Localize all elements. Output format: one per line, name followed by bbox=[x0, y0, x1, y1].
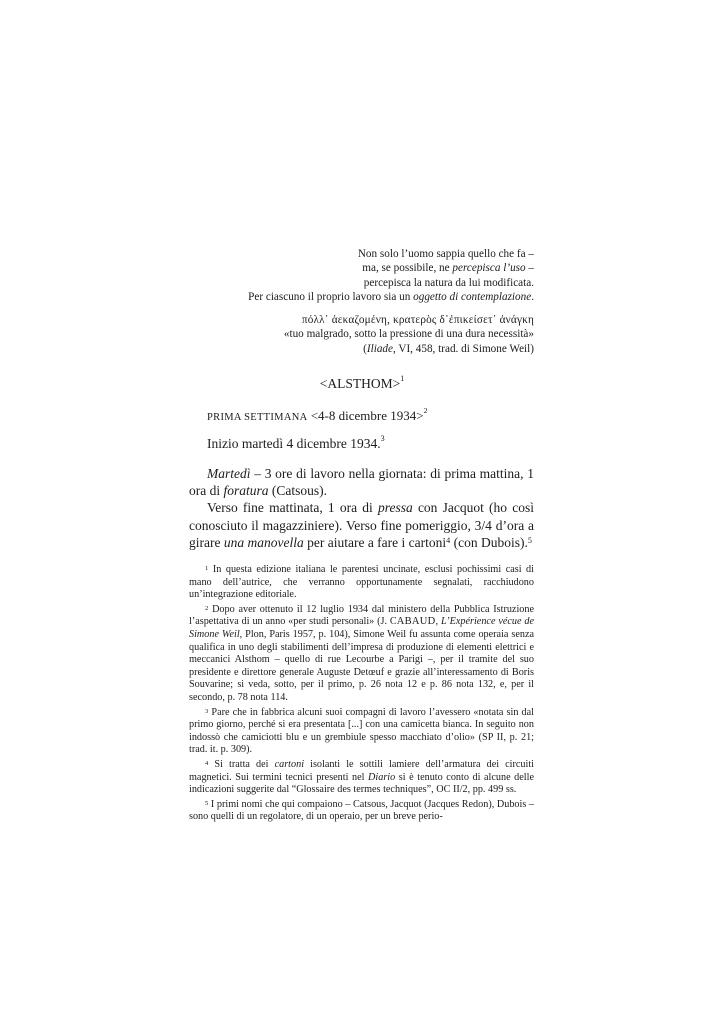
epigraph-line-3: percepisca la natura da lui modificata. bbox=[363, 276, 534, 289]
epigraph-translation: «tuo malgrado, sotto la pressione di una dura necessità» bbox=[283, 328, 534, 341]
epigraph-line-2: ma, se possibile, ne percepisca l’uso – bbox=[362, 262, 534, 275]
footnote-ref-1: 1 bbox=[400, 374, 405, 383]
footnote-ref-3: 3 bbox=[380, 434, 385, 443]
footnote-1: $^1$ In questa edizione italiana le parentesi uncinate, esclusi pochissimi casi di mano dell’autrice, che verranno opportunamente segnalati, racchiudono un’integrazione editoriale. bbox=[189, 564, 534, 601]
epigraph-line-4: Per ciascuno il proprio lavoro sia un oggetto di contemplazione. bbox=[248, 290, 534, 303]
start-date-line: Inizio martedì 4 dicembre 1934.$^3$ bbox=[207, 434, 385, 451]
epigraph-greek: πόλλ᾽ ἀεκαζομένη, κρατερὸς δ᾽ἐπικείσετ᾽ ἀνάγκη bbox=[301, 314, 534, 327]
diary-paragraph-2: Verso fine mattinata, 1 ora di pressa con Jacquot (ho così conosciuto il magazziniere). Verso fine pomeriggio, 3/4 d’ora a girare una manovella per aiutare a fare i cartoni$^4$ (con Dubois).$^5$ bbox=[189, 500, 534, 550]
epigraph bbox=[190, 247, 534, 356]
diary-body bbox=[189, 465, 534, 551]
week-heading: PRIMA SETTIMANA <4-8 dicembre 1934>$^2$ bbox=[207, 406, 428, 423]
chapter-title: <ALSTHOM>$^1$ bbox=[319, 374, 405, 391]
epigraph-citation: (Iliade, VI, 458, trad. di Simone Weil) bbox=[363, 342, 534, 355]
footnote-3: $^3$ Pare che in fabbrica alcuni suoi compagni di lavoro l’avessero «notata sin dal primo giorno, perché si era presentata [...] con una camicetta bianca. In seguito non indossò che camiciotti blu e un grembiule spesso macchiato d’olio» (SP II, p. 21; trad. it. p. 309). bbox=[189, 706, 534, 756]
footnote-4: $^4$ Si tratta dei cartoni isolanti le sottili lamiere dell’armatura dei circuiti magnetici. Sui termini tecnici presenti nel Diario si è tenuto conto di alcune delle indicazioni suggerite dal “Glossaire des termes techniques”, OC II/2, pp. 499 ss. bbox=[189, 758, 535, 796]
footnote-5: $^5$ I primi nomi che qui compaiono – Catsous, Jacquot (Jacques Redon), Dubois – sono quelli di un regolatore, di un operaio, per un breve perio- bbox=[189, 798, 534, 823]
footnote-ref-2: 2 bbox=[423, 406, 428, 415]
diary-paragraph-1: Martedì – 3 ore di lavoro nella giornata: di prima mattina, 1 ora di foratura (Catsous). bbox=[189, 466, 534, 499]
footnote-2: $^2$ Dopo aver ottenuto il 12 luglio 1934 dal ministero della Pubblica Istruzione l’aspettativa di un anno «per studi personali» (J. CABAUD, L’Expérience vécue de Simone Weil, Plon, Paris 1957, p. 104), Simone Weil fu assunta come operaia senza qualifica in uno degli stabilimenti dell’impresa di produzione di elementi elettrici e meccanici Alsthom – quello di rue Lecourbe a Parigi –, per il tramite del suo presidente e direttore generale Auguste Detœuf e grazie all’interessamento di Boris Souvarine; si veda, sotto, per il primo, p. 26 nota 12 e p. 86 nota 132, e, per il secondo, p. 78 nota 114. bbox=[189, 603, 534, 703]
footnote-ref-4: 4 bbox=[446, 535, 451, 545]
footnote-ref-5: 5 bbox=[527, 535, 532, 545]
footnotes bbox=[189, 564, 534, 826]
epigraph-line-1: Non solo l’uomo sappia quello che fa – bbox=[357, 248, 534, 260]
